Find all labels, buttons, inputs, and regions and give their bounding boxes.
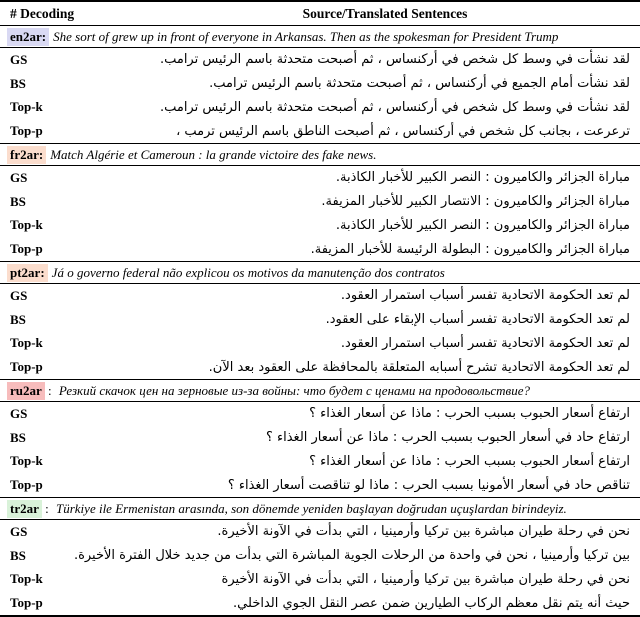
decoding-method-label: GS (10, 51, 28, 67)
table-row (0, 402, 640, 426)
lang-separator: : (44, 382, 55, 398)
translated-sentence-ar: نحن في رحلة طيران مباشرة بين تركيا وأرمينيا ، التي بدأت في الآونة الأخيرة. (217, 524, 630, 540)
lang-badge-fr2ar: fr2ar: (7, 146, 46, 164)
translated-sentence-ar: ترعرعت ، بجانب كل شخص في أركنساس ، ثم أصبحت الناطق باسم الرئيس ترمب ، (176, 123, 630, 139)
source-sentence-fr: Match Algérie et Cameroun : la grande victoire des fake news. (50, 146, 377, 162)
table-row (0, 96, 640, 120)
source-sentence-ru: Резкий скачок цен на зерновые из-за войны: что будет с ценами на продовольствие? (58, 382, 530, 398)
table-row (0, 355, 640, 379)
translated-sentence-ar: حيث أنه يتم نقل معظم الركاب الطيارين ضمن عصر النقل الجوي الداخلي. (233, 595, 630, 611)
translated-sentence-ar: ارتفاع أسعار الحبوب بسبب الحرب : ماذا عن أسعار الغذاء ؟ (309, 453, 630, 469)
column-header-decoding: # Decoding (10, 5, 75, 21)
translated-sentence-ar: ارتفاع حاد في أسعار الحبوب بسبب الحرب : ماذا عن أسعار الغذاء ؟ (265, 430, 630, 446)
source-sentence-pt: Já o governo federal não explicou os motivos da manutenção dos contratos (51, 264, 445, 280)
translated-sentence-ar: تناقص حاد في أسعار الأمونيا بسبب الحرب : ماذا لو تناقصت أسعار الغذاء ؟ (227, 477, 630, 493)
translated-sentence-ar: بين تركيا وأرمينيا ، نحن في واحدة من الرحلات الجوية المباشرة التي بدأت من جديد خلال الفترة الأخيرة. (73, 548, 630, 564)
table-row (0, 308, 640, 332)
table-row (0, 166, 640, 190)
decoding-method-label: Top-p (10, 595, 43, 611)
lang-badge-tr2ar: tr2ar (7, 500, 42, 518)
decoding-method-label: Top-p (10, 241, 43, 257)
decoding-method-label: Top-k (10, 453, 43, 469)
decoding-method-label: Top-k (10, 99, 43, 115)
table-row (0, 237, 640, 261)
lang-header-fr2ar (0, 143, 640, 166)
decoding-method-label: Top-p (10, 359, 43, 375)
translated-sentence-ar: لقد نشأت أمام الجميع في أركنساس ، ثم أصبحت متحدثة باسم الرئيس ترامب. (209, 76, 630, 92)
decoding-method-label: BS (10, 311, 26, 327)
lang-header-pt2ar (0, 261, 640, 284)
decoding-method-label: Top-k (10, 571, 43, 587)
lang-header-ru2ar (0, 379, 640, 402)
source-sentence-en: She sort of grew up in front of everyone in Arkansas. Then as the spokesman for President Trump (53, 28, 559, 44)
table-row (0, 568, 640, 592)
decoding-method-label: BS (10, 75, 26, 91)
column-header-sentences: Source/Translated Sentences (302, 5, 468, 21)
table-row (0, 450, 640, 474)
decoding-method-label: BS (10, 547, 26, 563)
translated-sentence-ar: ارتفاع أسعار الحبوب بسبب الحرب : ماذا عن أسعار الغذاء ؟ (309, 406, 630, 422)
table-row (0, 332, 640, 356)
translated-sentence-ar: مباراة الجزائر والكاميرون : الانتصار الكبير للأخبار المزيفة. (321, 194, 630, 210)
decoding-method-label: GS (10, 523, 28, 539)
decoding-method-label: Top-k (10, 335, 43, 351)
table-row (0, 520, 640, 544)
lang-separator: : (41, 500, 52, 516)
table-row (0, 426, 640, 450)
source-sentence-tr: Türkiye ile Ermenistan arasında, son dönemde yeniden başlayan doğrudan uçuşlardan birindeyiz. (56, 500, 567, 516)
lang-badge-ru2ar: ru2ar (7, 382, 45, 400)
decoding-method-label: BS (10, 429, 26, 445)
table-row (0, 190, 640, 214)
table-row (0, 119, 640, 143)
translated-sentence-ar: لم تعد الحكومة الاتحادية تشرح أسبابه المتعلقة بالمحافظة على العقود بعد الآن. (208, 359, 630, 375)
lang-badge-pt2ar: pt2ar: (7, 264, 48, 282)
table-row (0, 48, 640, 72)
table-row (0, 72, 640, 96)
decoding-method-label: Top-p (10, 123, 43, 139)
table-header-row (0, 2, 640, 25)
translated-sentence-ar: لم تعد الحكومة الاتحادية تفسر أسباب استمرار العقود. (340, 288, 630, 304)
decoding-method-label: Top-k (10, 217, 43, 233)
translated-sentence-ar: مباراة الجزائر والكاميرون : البطولة الرئيسة للأخبار المزيفة. (310, 241, 630, 257)
decoding-method-label: GS (10, 405, 28, 421)
lang-header-en2ar (0, 25, 640, 48)
decoding-method-label: GS (10, 287, 28, 303)
translated-sentence-ar: لم تعد الحكومة الاتحادية تفسر أسباب استمرار العقود. (340, 335, 630, 351)
translated-sentence-ar: نحن في رحلة طيران مباشرة بين تركيا وأرمينيا ، التي بدأت في الآونة الأخيرة (221, 571, 630, 587)
translated-sentence-ar: مباراة الجزائر والكاميرون : النصر الكبير للأخبار الكاذبة. (335, 170, 630, 186)
table-row (0, 214, 640, 238)
translated-sentence-ar: لقد نشأت في وسط كل شخص في أركنساس ، ثم أصبحت متحدثة باسم الرئيس ترامب. (159, 99, 630, 115)
translated-sentence-ar: لقد نشأت في وسط كل شخص في أركنساس ، ثم أصبحت متحدثة باسم الرئيس ترامب. (159, 52, 630, 68)
lang-header-tr2ar (0, 497, 640, 520)
table-row (0, 284, 640, 308)
translated-sentence-ar: لم تعد الحكومة الاتحادية تفسر أسباب الإبقاء على العقود. (325, 312, 630, 328)
decoding-method-label: Top-p (10, 477, 43, 493)
table-row (0, 473, 640, 497)
table-row (0, 544, 640, 568)
decoding-method-label: GS (10, 169, 28, 185)
lang-badge-en2ar: en2ar: (7, 28, 49, 46)
translated-sentence-ar: مباراة الجزائر والكاميرون : النصر الكبير للأخبار الكاذبة. (335, 217, 630, 233)
decoding-method-label: BS (10, 193, 26, 209)
table-row (0, 591, 640, 615)
